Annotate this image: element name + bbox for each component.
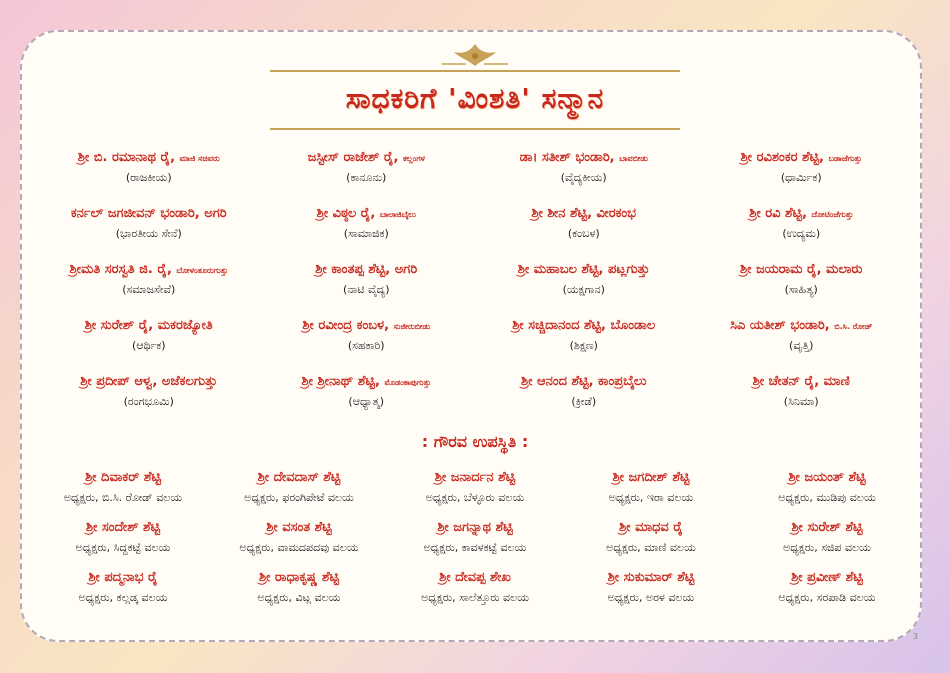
guest-name: ಶ್ರೀ ಜಗದೀಶ್ ಶೆಟ್ಟಿ: [612, 470, 690, 485]
awardee-entry: [693, 262, 911, 306]
awardee-entry: [258, 318, 476, 362]
guest-entry: [387, 520, 563, 560]
guests-grid: [35, 470, 915, 610]
awardee-entry: [693, 318, 911, 362]
guest-name: ಶ್ರೀ ವಸಂತ ಶೆಟ್ಟಿ: [266, 520, 332, 535]
awardee-name: ಕರ್ನಲ್ ಜಗಜೀವನ್ ಭಂಡಾರಿ, ಅಗರಿ: [70, 206, 227, 221]
guest-name: ಶ್ರೀ ಜಯಂತ್ ಶೆಟ್ಟಿ: [788, 470, 866, 485]
awardee-entry: [475, 206, 693, 250]
guest-role: ಅಧ್ಯಕ್ಷರು, ಮುಡಿಪು ವಲಯ: [778, 491, 876, 504]
awardee-name: ಸಿಎ ಯತೀಶ್ ಭಂಡಾರಿ, ಬಿ.ಸಿ. ರೋಡ್: [730, 318, 873, 333]
awardee-name: ಶ್ರೀ ಶೀನ ಶೆಟ್ಟಿ, ವೀರಕಂಭ: [531, 206, 637, 221]
guests-section-title: : ಗೌರವ ಉಪಸ್ಥಿತಿ :: [421, 432, 529, 451]
guest-name: ಶ್ರೀ ಮಾಧವ ರೈ: [619, 520, 683, 535]
awardee-field: (ಆರ್ಥಿಕ): [131, 339, 166, 352]
guest-role: ಅಧ್ಯಕ್ಷರು, ಸಜಿಪ ವಲಯ: [783, 541, 871, 554]
guest-entry: [211, 570, 387, 610]
guest-name: ಶ್ರೀ ರಾಧಾಕೃಷ್ಣ ಶೆಟ್ಟಿ: [258, 570, 340, 585]
awardee-name: ಶ್ರೀ ಮಹಾಬಲ ಶೆಟ್ಟಿ, ಪಟ್ಲಗುತ್ತು: [517, 262, 650, 277]
awardee-name: ಶ್ರೀ ಆನಂದ ಶೆಟ್ಟಿ, ಕಾಂಪ್ರಬೈಲು: [521, 374, 647, 389]
guest-name: ಶ್ರೀ ಪ್ರವೀಣ್ ಶೆಟ್ಟಿ: [791, 570, 863, 585]
guest-role: ಅಧ್ಯಕ್ಷರು, ವಾಮದಪದವು ವಲಯ: [239, 541, 359, 554]
awardee-name: ಶ್ರೀ ಚೇತನ್ ರೈ, ಮಾಣಿ: [752, 374, 850, 389]
guest-entry: [387, 470, 563, 510]
awardee-field: (ಸಮಾಜಸೇವೆ): [122, 283, 176, 296]
awardee-field: (ಶಿಕ್ಷಣ): [569, 339, 598, 352]
guest-entry: [35, 570, 211, 610]
guest-entry: [35, 470, 211, 510]
awardee-field: (ರಾಜಕೀಯ): [125, 171, 172, 184]
guest-role: ಅಧ್ಯಕ್ಷರು, ಸಿದ್ದಕಟ್ಟೆ ವಲಯ: [75, 541, 171, 554]
awardee-entry: [693, 150, 911, 194]
awardee-field: (ಸಾಹಿತ್ಯ): [784, 283, 818, 296]
awardee-field: (ಸಿನಿಮಾ): [783, 395, 819, 408]
awardee-field: (ರಂಗಭೂಮಿ): [123, 395, 174, 408]
awardee-field: (ವೈದ್ಯಕೀಯ): [560, 171, 607, 184]
awardee-name: ಶ್ರೀ ಕಾಂತಪ್ಪ ಶೆಟ್ಟಿ, ಅಗರಿ: [315, 262, 418, 277]
title-block: [270, 70, 680, 132]
guest-entry: [563, 470, 739, 510]
guest-role: ಅಧ್ಯಕ್ಷರು, ಸರಪಾಡಿ ವಲಯ: [778, 591, 876, 604]
guest-name: ಶ್ರೀ ಸುಕುಮಾರ್ ಶೆಟ್ಟಿ: [607, 570, 695, 585]
guest-entry: [739, 470, 915, 510]
awardee-name: ಶ್ರೀ ರವೀಂದ್ರ ಕಂಬಳ, ಸುಜೀರುಬೀಡು: [302, 318, 431, 333]
awardee-name: ಶ್ರೀ ಜಯರಾಮ ರೈ, ಮಲಾರು: [740, 262, 863, 277]
awardee-field: (ವೃತ್ತಿ): [789, 339, 814, 352]
awardee-name: ಡಾ। ಸತೀಶ್ ಭಂಡಾರಿ, ಬಾವಬೀಡು: [519, 150, 648, 165]
awardee-entry: [40, 206, 258, 250]
awardee-field: (ಸಾಮಾಜಿಕ): [343, 227, 389, 240]
awardee-field: (ಆಧ್ಯಾತ್ಮ): [348, 395, 385, 408]
title-bottom-rule: [270, 128, 680, 130]
guest-role: ಅಧ್ಯಕ್ಷರು, ಮಾಣಿ ವಲಯ: [606, 541, 696, 554]
awardee-name: ಶ್ರೀ ಬಿ. ರಮಾನಾಥ ರೈ, ಮಾಜಿ ಸಚಿವರು: [77, 150, 220, 165]
guest-role: ಅಧ್ಯಕ್ಷರು, ವಿಟ್ಲ ವಲಯ: [257, 591, 341, 604]
awardee-entry: [258, 150, 476, 194]
guest-name: ಶ್ರೀ ಜಗನ್ನಾಥ ಶೆಟ್ಟಿ: [437, 520, 513, 535]
guest-entry: [211, 520, 387, 560]
awardee-entry: [475, 318, 693, 362]
awardee-field: (ಸಹಕಾರಿ): [347, 339, 385, 352]
awardee-entry: [258, 206, 476, 250]
guest-role: ಅಧ್ಯಕ್ಷರು, ಸಾಲೆತ್ತೂರು ವಲಯ: [420, 591, 529, 604]
guest-role: ಅಧ್ಯಕ್ಷರು, ಫರಂಗಿಪೇಟೆ ವಲಯ: [244, 491, 354, 504]
awardee-field: (ಭಾರತೀಯ ಸೇನೆ): [115, 227, 182, 240]
guest-role: ಅಧ್ಯಕ್ಷರು, ಬಿ.ಸಿ. ರೋಡ್ ವಲಯ: [63, 491, 183, 504]
awardee-entry: [40, 318, 258, 362]
awardee-entry: [40, 150, 258, 194]
awardee-entry: [475, 150, 693, 194]
guest-name: ಶ್ರೀ ದಿವಾಕರ್ ಶೆಟ್ಟಿ: [85, 470, 161, 485]
guest-name: ಶ್ರೀ ಸುರೇಶ್ ಶೆಟ್ಟಿ: [791, 520, 863, 535]
awardee-field: (ನಾಟಿ ವೈದ್ಯ): [342, 283, 390, 296]
awardee-name: ಶ್ರೀ ಪ್ರದೀಪ್ ಆಳ್ವ, ಅಜೆಕಲಗುತ್ತು: [80, 374, 218, 389]
awardee-field: (ಧಾರ್ಮಿಕ): [780, 171, 822, 184]
guest-role: ಅಧ್ಯಕ್ಷರು, ಬೆಳ್ಳೂರು ವಲಯ: [425, 491, 525, 504]
awardee-name: ಶ್ರೀ ರವಿ ಶೆಟ್ಟಿ, ದೋಟಿಂಜೆಗುತ್ತು: [749, 206, 854, 221]
awardee-entry: [475, 262, 693, 306]
awardee-field: (ಯಕ್ಷಗಾನ): [562, 283, 605, 296]
awardee-name: ಶ್ರೀ ಸಚ್ಚಿದಾನಂದ ಶೆಟ್ಟಿ, ಬೊಂಡಾಲ: [512, 318, 656, 333]
guest-entry: [387, 570, 563, 610]
awardee-entry: [258, 262, 476, 306]
guest-entry: [739, 570, 915, 610]
awardee-field: (ಉದ್ಯಮ): [782, 227, 821, 240]
awardee-name: ಶ್ರೀಮತಿ ಸರಸ್ವತಿ ಜಿ. ರೈ, ಬೋಳಂತೂರುಗುತ್ತು: [69, 262, 228, 277]
awardee-field: (ಕ್ರೀಡೆ): [571, 395, 597, 408]
guest-entry: [563, 520, 739, 560]
guest-name: ಶ್ರೀ ಸಂದೇಶ್ ಶೆಟ್ಟಿ: [85, 520, 161, 535]
guest-role: ಅಧ್ಯಕ್ಷರು, ಅರಳ ವಲಯ: [607, 591, 695, 604]
awardee-name: ಶ್ರೀ ರವಿಶಂಕರ ಶೆಟ್ಟಿ, ಬಡಾಜೆಗುತ್ತು: [740, 150, 862, 165]
guest-role: ಅಧ್ಯಕ್ಷರು, ಇರಾ ವಲಯ: [608, 491, 694, 504]
page-number: 3: [912, 632, 918, 641]
awardees-grid: [40, 150, 910, 418]
guest-role: ಅಧ್ಯಕ್ಷರು, ಕಲ್ಲಡ್ಕ ವಲಯ: [78, 591, 168, 604]
title-top-rule: [270, 70, 680, 72]
awardee-entry: [693, 374, 911, 418]
awardee-field: (ಕಾನೂನು): [346, 171, 387, 184]
guest-entry: [563, 570, 739, 610]
awardee-name: ಶ್ರೀ ವಿಠ್ಠಲ ರೈ, ಬಾಲಾಜಿಬೈಲು: [316, 206, 416, 221]
guest-name: ಶ್ರೀ ದೇವಪ್ಪ ಶೇಖ: [439, 570, 511, 585]
guest-name: ಶ್ರೀ ಜನಾರ್ದನ ಶೆಟ್ಟಿ: [434, 470, 516, 485]
awardee-name: ಜಸ್ಟೀಸ್ ರಾಜೇಶ್ ರೈ, ಕಲ್ಲಂಗಳ: [307, 150, 425, 165]
awardee-entry: [693, 206, 911, 250]
awardee-name: ಶ್ರೀ ಸುರೇಶ್ ರೈ, ಮಕರಜ್ಯೋತಿ: [84, 318, 213, 333]
guest-role: ಅಧ್ಯಕ್ಷರು, ಕಾವಳಕಟ್ಟೆ ವಲಯ: [423, 541, 527, 554]
awardee-entry: [258, 374, 476, 418]
floral-ornament-icon: [440, 40, 510, 70]
page-title: ಸಾಧಕರಿಗೆ 'ವಿಂಶತಿ' ಸನ್ಮಾನ: [345, 82, 605, 115]
guest-name: ಶ್ರೀ ದೇವದಾಸ್ ಶೆಟ್ಟಿ: [257, 470, 341, 485]
guest-entry: [35, 520, 211, 560]
awardee-entry: [40, 374, 258, 418]
awardee-field: (ಕಂಬಳ): [567, 227, 600, 240]
awardee-entry: [475, 374, 693, 418]
awardee-name: ಶ್ರೀ ಶ್ರೀನಾಥ್ ಶೆಟ್ಟಿ, ಮೊಡಂಕಾಪುಗುತ್ತು: [301, 374, 431, 389]
guest-name: ಶ್ರೀ ಪದ್ಮನಾಭ ರೈ: [88, 570, 158, 585]
guest-entry: [211, 470, 387, 510]
awardee-entry: [40, 262, 258, 306]
guest-entry: [739, 520, 915, 560]
